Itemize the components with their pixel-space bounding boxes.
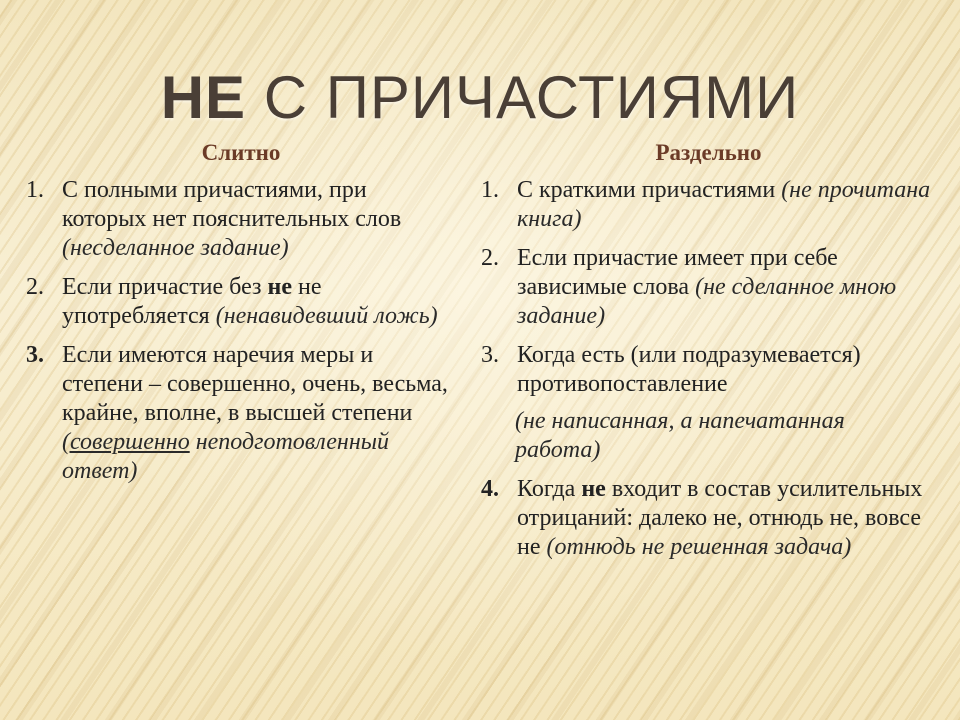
item-bold-word: не <box>581 476 606 502</box>
list-item <box>26 176 456 263</box>
column-separate <box>481 140 936 572</box>
item-number: 1. <box>481 177 499 203</box>
item-number: 2. <box>481 245 499 271</box>
column-together <box>26 140 456 496</box>
item-number: 3. <box>481 342 499 368</box>
slide-title <box>0 58 960 138</box>
item-example: (не написанная, а напечатанная работа) <box>515 408 845 463</box>
item-number: 3. <box>26 342 44 368</box>
item-example-underlined: (совершенно <box>62 429 190 455</box>
item-text: С краткими причастиями <box>517 177 782 203</box>
item-text: Когда <box>517 476 582 502</box>
item-example: (несделанное задание) <box>62 235 289 261</box>
item-text: не употребляется <box>62 274 322 329</box>
item-bold-word: не <box>267 274 292 300</box>
list-item <box>481 176 936 234</box>
list-item <box>481 341 936 399</box>
item-example: (не прочитана книга) <box>517 177 931 232</box>
title-bold-part: НЕ <box>160 64 247 131</box>
item-text: Если имеются наречия меры и степени – совершенно, очень, весьма, крайне, вполне, в высшей степени <box>62 342 448 426</box>
item-text: Если причастие имеет при себе зависимые слова <box>517 245 838 300</box>
item-number: 2. <box>26 274 44 300</box>
list-item <box>481 475 936 562</box>
item-text: Если причастие без <box>62 274 268 300</box>
item-example: (отнюдь не решенная задача) <box>546 534 852 560</box>
column-heading-together: Слитно <box>201 140 281 165</box>
item-example: (ненавидевший ложь) <box>215 303 438 329</box>
item-text: входит в состав усилительных отрицаний: далеко не, отнюдь не, вовсе не <box>517 476 923 560</box>
list-item <box>26 341 456 486</box>
list-item <box>481 244 936 331</box>
list-item <box>26 273 456 331</box>
item-example: неподготовленный ответ) <box>62 429 389 484</box>
column-heading-separate: Раздельно <box>655 140 762 165</box>
item-example: (не сделанное мною задание) <box>517 274 897 329</box>
title-rest: С ПРИЧАСТИЯМИ <box>246 64 800 131</box>
item-number: 1. <box>26 177 44 203</box>
item-text: С полными причастиями, при которых нет пояснительных слов <box>62 177 402 232</box>
item-number: 4. <box>481 476 499 502</box>
item-text: Когда есть (или подразумевается) противопоставление <box>517 342 861 397</box>
